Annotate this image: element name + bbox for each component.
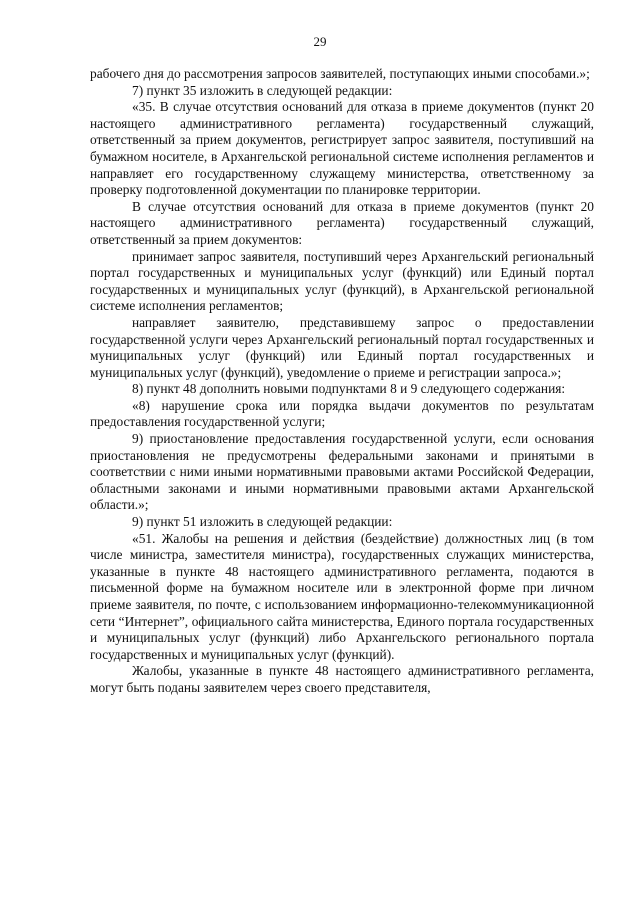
paragraph: «8) нарушение срока или порядка выдачи документов по результатам предоставления государственной услуги; <box>90 397 594 430</box>
paragraph: рабочего дня до рассмотрения запросов заявителей, поступающих иными способами.»; <box>90 66 590 81</box>
paragraph: В случае отсутствия оснований для отказа в приеме документов (пункт 20 настоящего административного регламента) государственный служащий, ответственный за прием документов: <box>90 198 594 247</box>
paragraph: «51. Жалобы на решения и действия (бездействие) должностных лиц (в том числе министра, заместителя министра), государственных служащих министерства, указанные в пункте 48 настоящего административного регламента, подаются в письменной форме на бумажном носителе или в электронной форме при личном приеме заявителя, по почте, с использованием информационно-телекоммуникационной сети “Интернет”, официального сайта министерства, Единого портала государственных и муниципальных услуг (функций) либо Архангельского регионального портала государственных и муниципальных услуг (функций). <box>90 530 594 662</box>
paragraph: принимает запрос заявителя, поступивший через Архангельский региональный портал государственных и муниципальных услуг (функций) или Единый портал государственных и муниципальных услуг (функций), в Архангельской региональной системе исполнения регламентов; <box>90 248 594 314</box>
paragraph: «35. В случае отсутствия оснований для отказа в приеме документов (пункт 20 настоящего административного регламента) государственный служащий, ответственный за прием документов, регистрирует запрос заявителя, поступивший на бумажном носителе, в Архангельской региональной системе исполнения регламентов и направляет его государственному служащему министерства, ответственному за проверку подготовленной документации по планировке территории. <box>90 99 594 198</box>
paragraph: 9) пункт 51 изложить в следующей редакции: <box>132 514 393 530</box>
paragraph: 8) пункт 48 дополнить новыми подпунктами 8 и 9 следующего содержания: <box>132 381 566 397</box>
paragraph: 9) приостановление предоставления государственной услуги, если основания приостановления не предусмотрены федеральными законами и принятыми в соответствии с ними иными нормативными правовыми актами Российской Федерации, областными законами и иными нормативными правовыми актами Архангельской области.»; <box>90 431 594 513</box>
paragraph: направляет заявителю, представившему запрос о предоставлении государственной услуги через Архангельский региональный портал государственных и муниципальных услуг (функций) или Единый портал государственных и муниципальных услуг (функций), уведомление о приеме и регистрации запроса.»; <box>90 314 594 380</box>
body-text <box>90 66 594 697</box>
paragraph: 7) пункт 35 изложить в следующей редакции: <box>132 82 393 98</box>
page-number: 29 <box>313 34 327 49</box>
paragraph: Жалобы, указанные в пункте 48 настоящего административного регламента, могут быть поданы заявителем через своего представителя, <box>90 663 594 695</box>
